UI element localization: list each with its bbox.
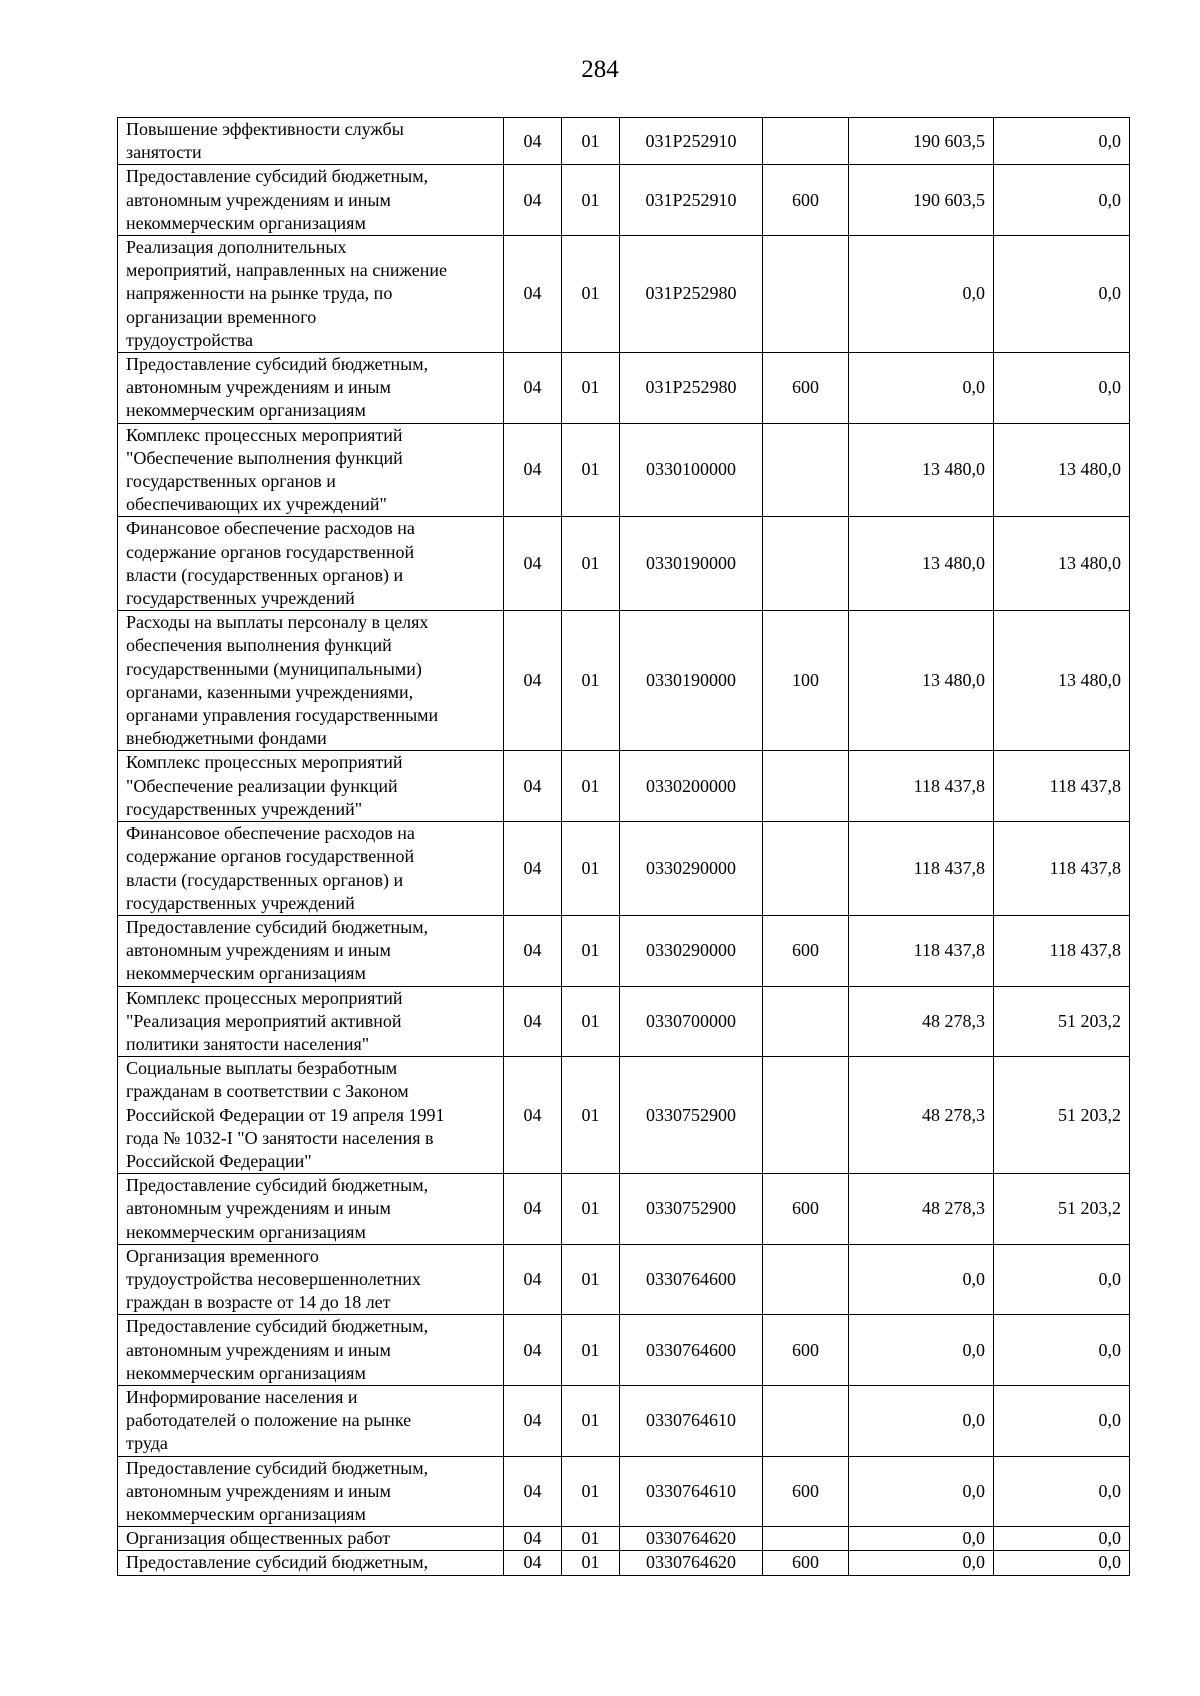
section-code-cell: 04 (504, 986, 562, 1057)
amount-year2-cell: 13 480,0 (994, 423, 1130, 517)
subsection-code-cell: 01 (562, 118, 620, 165)
amount-year2-cell: 13 480,0 (994, 611, 1130, 751)
amount-year1-cell: 48 278,3 (849, 1174, 994, 1245)
amount-year2-cell: 0,0 (994, 1527, 1130, 1551)
section-code-cell: 04 (504, 1527, 562, 1551)
subsection-code-cell: 01 (562, 517, 620, 611)
target-article-cell: 031P252910 (620, 165, 763, 236)
expense-name-cell: Организация временного трудоустройства несовершеннолетних граждан в возрасте от 14 до 18 лет (118, 1244, 504, 1315)
expense-type-cell (763, 1385, 849, 1456)
amount-year2-cell: 0,0 (994, 1551, 1130, 1575)
amount-year2-cell: 0,0 (994, 353, 1130, 424)
section-code-cell: 04 (504, 1385, 562, 1456)
amount-year1-cell: 0,0 (849, 1315, 994, 1386)
amount-year1-cell: 0,0 (849, 1527, 994, 1551)
expense-name-cell: Предоставление субсидий бюджетным, автономным учреждениям и иным некоммерческим организациям (118, 1456, 504, 1527)
table-row (118, 611, 1130, 751)
target-article-cell: 0330100000 (620, 423, 763, 517)
expense-type-cell: 600 (763, 1551, 849, 1575)
budget-table (117, 117, 1130, 1576)
expense-type-cell (763, 751, 849, 822)
section-code-cell: 04 (504, 1174, 562, 1245)
amount-year1-cell: 13 480,0 (849, 517, 994, 611)
amount-year1-cell: 118 437,8 (849, 822, 994, 916)
section-code-cell: 04 (504, 611, 562, 751)
amount-year1-cell: 48 278,3 (849, 1057, 994, 1174)
expense-name-cell: Предоставление субсидий бюджетным, автономным учреждениям и иным некоммерческим организациям (118, 353, 504, 424)
table-row (118, 1527, 1130, 1551)
subsection-code-cell: 01 (562, 822, 620, 916)
amount-year2-cell: 51 203,2 (994, 1174, 1130, 1245)
amount-year2-cell: 118 437,8 (994, 915, 1130, 986)
amount-year1-cell: 48 278,3 (849, 986, 994, 1057)
target-article-cell: 0330764620 (620, 1527, 763, 1551)
expense-name-cell: Комплекс процессных мероприятий "Реализация мероприятий активной политики занятости населения" (118, 986, 504, 1057)
section-code-cell: 04 (504, 353, 562, 424)
section-code-cell: 04 (504, 751, 562, 822)
expense-name-cell: Предоставление субсидий бюджетным, автономным учреждениям и иным некоммерческим организациям (118, 1174, 504, 1245)
section-code-cell: 04 (504, 423, 562, 517)
page-number: 284 (581, 56, 619, 83)
amount-year1-cell: 13 480,0 (849, 611, 994, 751)
target-article-cell: 031P252980 (620, 236, 763, 353)
expense-type-cell: 600 (763, 1315, 849, 1386)
expense-type-cell: 600 (763, 1456, 849, 1527)
amount-year1-cell: 0,0 (849, 1244, 994, 1315)
expense-name-cell: Комплекс процессных мероприятий "Обеспечение выполнения функций государственных органов и обеспечивающих их учреждений" (118, 423, 504, 517)
table-row (118, 986, 1130, 1057)
expense-type-cell: 100 (763, 611, 849, 751)
target-article-cell: 0330764600 (620, 1315, 763, 1386)
section-code-cell: 04 (504, 1244, 562, 1315)
subsection-code-cell: 01 (562, 1551, 620, 1575)
target-article-cell: 0330764610 (620, 1456, 763, 1527)
table-row (118, 236, 1130, 353)
amount-year2-cell: 0,0 (994, 1385, 1130, 1456)
table-row (118, 822, 1130, 916)
target-article-cell: 0330752900 (620, 1174, 763, 1245)
expense-name-cell: Расходы на выплаты персоналу в целях обеспечения выполнения функций государственными (муниципальными) органами, казенными учреждениями, органами управления государственными внебюджетными фондами (118, 611, 504, 751)
target-article-cell: 0330764610 (620, 1385, 763, 1456)
table-row (118, 1174, 1130, 1245)
expense-type-cell (763, 822, 849, 916)
section-code-cell: 04 (504, 822, 562, 916)
amount-year1-cell: 190 603,5 (849, 118, 994, 165)
expense-name-cell: Комплекс процессных мероприятий "Обеспечение реализации функций государственных учреждений" (118, 751, 504, 822)
table-row (118, 517, 1130, 611)
subsection-code-cell: 01 (562, 165, 620, 236)
amount-year1-cell: 0,0 (849, 353, 994, 424)
expense-type-cell (763, 1527, 849, 1551)
table-row (118, 165, 1130, 236)
amount-year1-cell: 118 437,8 (849, 915, 994, 986)
amount-year1-cell: 0,0 (849, 1551, 994, 1575)
amount-year2-cell: 0,0 (994, 118, 1130, 165)
expense-type-cell: 600 (763, 165, 849, 236)
subsection-code-cell: 01 (562, 1174, 620, 1245)
amount-year1-cell: 0,0 (849, 236, 994, 353)
subsection-code-cell: 01 (562, 353, 620, 424)
expense-type-cell: 600 (763, 915, 849, 986)
target-article-cell: 0330190000 (620, 517, 763, 611)
amount-year2-cell: 0,0 (994, 1315, 1130, 1386)
expense-type-cell: 600 (763, 353, 849, 424)
expense-name-cell: Реализация дополнительных мероприятий, направленных на снижение напряженности на рынке труда, по организации временного трудоустройства (118, 236, 504, 353)
target-article-cell: 0330764600 (620, 1244, 763, 1315)
expense-name-cell: Финансовое обеспечение расходов на содержание органов государственной власти (государственных органов) и государственных учреждений (118, 822, 504, 916)
target-article-cell: 0330752900 (620, 1057, 763, 1174)
budget-table-body (118, 118, 1130, 1576)
amount-year2-cell: 51 203,2 (994, 986, 1130, 1057)
subsection-code-cell: 01 (562, 423, 620, 517)
amount-year2-cell: 0,0 (994, 236, 1130, 353)
amount-year2-cell: 0,0 (994, 1456, 1130, 1527)
expense-type-cell (763, 1244, 849, 1315)
table-row (118, 1551, 1130, 1575)
target-article-cell: 0330290000 (620, 822, 763, 916)
table-row (118, 353, 1130, 424)
subsection-code-cell: 01 (562, 1315, 620, 1386)
table-row (118, 1244, 1130, 1315)
subsection-code-cell: 01 (562, 915, 620, 986)
expense-name-cell: Предоставление субсидий бюджетным, автономным учреждениям и иным некоммерческим организациям (118, 915, 504, 986)
table-row (118, 1456, 1130, 1527)
expense-name-cell: Предоставление субсидий бюджетным, автономным учреждениям и иным некоммерческим организациям (118, 1315, 504, 1386)
subsection-code-cell: 01 (562, 751, 620, 822)
expense-type-cell (763, 236, 849, 353)
subsection-code-cell: 01 (562, 1527, 620, 1551)
section-code-cell: 04 (504, 915, 562, 986)
section-code-cell: 04 (504, 1551, 562, 1575)
table-row (118, 423, 1130, 517)
amount-year1-cell: 13 480,0 (849, 423, 994, 517)
section-code-cell: 04 (504, 118, 562, 165)
subsection-code-cell: 01 (562, 1456, 620, 1527)
amount-year1-cell: 0,0 (849, 1385, 994, 1456)
amount-year2-cell: 0,0 (994, 1244, 1130, 1315)
expense-name-cell: Социальные выплаты безработным гражданам в соответствии с Законом Российской Федерации от 19 апреля 1991 года № 1032-I "О занятости населения в Российской Федерации" (118, 1057, 504, 1174)
section-code-cell: 04 (504, 236, 562, 353)
section-code-cell: 04 (504, 1315, 562, 1386)
target-article-cell: 0330290000 (620, 915, 763, 986)
section-code-cell: 04 (504, 165, 562, 236)
target-article-cell: 031P252910 (620, 118, 763, 165)
section-code-cell: 04 (504, 1057, 562, 1174)
amount-year1-cell: 190 603,5 (849, 165, 994, 236)
expense-type-cell: 600 (763, 1174, 849, 1245)
table-row (118, 751, 1130, 822)
expense-name-cell: Предоставление субсидий бюджетным, автономным учреждениям и иным некоммерческим организациям (118, 165, 504, 236)
table-row (118, 915, 1130, 986)
target-article-cell: 0330764620 (620, 1551, 763, 1575)
subsection-code-cell: 01 (562, 986, 620, 1057)
amount-year1-cell: 118 437,8 (849, 751, 994, 822)
subsection-code-cell: 01 (562, 1057, 620, 1174)
expense-type-cell (763, 517, 849, 611)
table-row (118, 1057, 1130, 1174)
target-article-cell: 0330200000 (620, 751, 763, 822)
expense-name-cell: Предоставление субсидий бюджетным, (118, 1551, 504, 1575)
amount-year2-cell: 118 437,8 (994, 822, 1130, 916)
amount-year2-cell: 118 437,8 (994, 751, 1130, 822)
table-row (118, 1385, 1130, 1456)
table-row (118, 118, 1130, 165)
table-row (118, 1315, 1130, 1386)
expense-name-cell: Организация общественных работ (118, 1527, 504, 1551)
subsection-code-cell: 01 (562, 1385, 620, 1456)
expense-type-cell (763, 1057, 849, 1174)
expense-type-cell (763, 986, 849, 1057)
subsection-code-cell: 01 (562, 236, 620, 353)
subsection-code-cell: 01 (562, 611, 620, 751)
expense-type-cell (763, 118, 849, 165)
section-code-cell: 04 (504, 1456, 562, 1527)
expense-name-cell: Повышение эффективности службы занятости (118, 118, 504, 165)
expense-type-cell (763, 423, 849, 517)
expense-name-cell: Финансовое обеспечение расходов на содержание органов государственной власти (государственных органов) и государственных учреждений (118, 517, 504, 611)
expense-name-cell: Информирование населения и работодателей о положение на рынке труда (118, 1385, 504, 1456)
target-article-cell: 0330190000 (620, 611, 763, 751)
target-article-cell: 031P252980 (620, 353, 763, 424)
subsection-code-cell: 01 (562, 1244, 620, 1315)
amount-year2-cell: 51 203,2 (994, 1057, 1130, 1174)
section-code-cell: 04 (504, 517, 562, 611)
amount-year1-cell: 0,0 (849, 1456, 994, 1527)
amount-year2-cell: 13 480,0 (994, 517, 1130, 611)
target-article-cell: 0330700000 (620, 986, 763, 1057)
amount-year2-cell: 0,0 (994, 165, 1130, 236)
